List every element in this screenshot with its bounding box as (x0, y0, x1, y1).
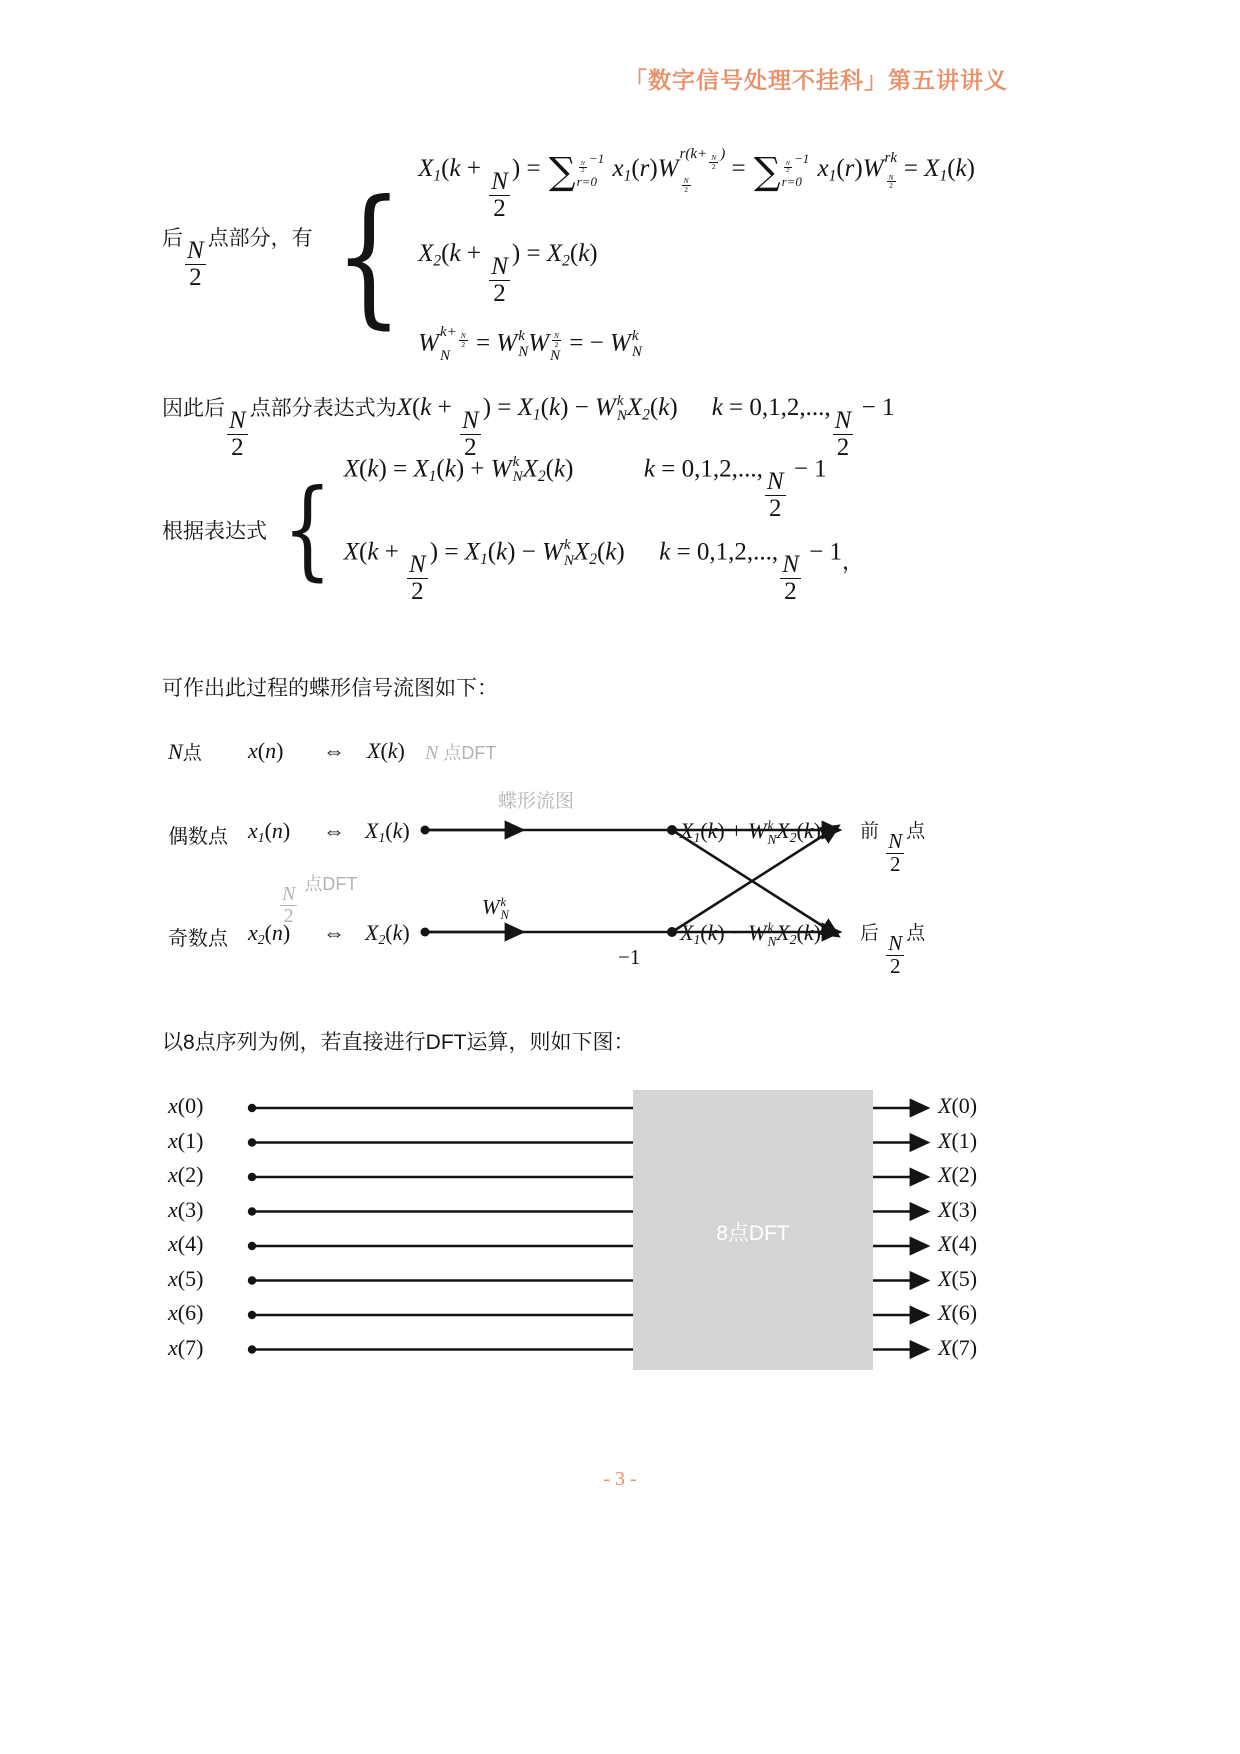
dft-output-label: X(1) (938, 1127, 978, 1153)
butterfly-twiddle-label: W k N (482, 894, 509, 923)
result-equation: X(k + $\frac{N}{2}$ ) = $X_1(k) - W$ k N $X_2(k)$ (396, 392, 678, 461)
butterfly-half-dft-note: $\frac{N}{2}$ 点DFT (282, 874, 358, 928)
butterfly-output-odd: $X_1(k) - W$ k N $X_2(k)$ (680, 920, 821, 949)
butterfly-graph-title: 蝶形流图 (498, 791, 575, 812)
left-brace-icon-2: { (282, 466, 333, 592)
butterfly-row-odd-arrow-icon: ⇔ (323, 920, 345, 945)
butterfly-output-even: $X_1(k) + W$ k N $X_2(k)$ (680, 818, 821, 847)
butterfly-row-n-time: x(n) (248, 738, 284, 763)
dft-output-label: X(5) (938, 1265, 978, 1291)
page-header-title: 「数字信号处理不挂科」第五讲讲义 (624, 68, 1008, 93)
dft-input-label: x(1) (168, 1127, 204, 1153)
dft-io-labels (160, 1090, 1110, 1380)
back-half-block (162, 146, 975, 364)
butterfly-output-even-side: 前 $\frac{N}{2}$ 点 (860, 821, 926, 876)
butterfly-row-even-points: 偶数点 (168, 826, 228, 848)
dft-output-label: X(2) (938, 1162, 978, 1187)
butterfly-intro-text: 可作出此过程的蝶形信号流图如下： (162, 677, 498, 700)
expression-equation-list (343, 453, 842, 606)
butterfly-row-n-freq: X(k) (367, 738, 405, 763)
dft-input-label: x(2) (168, 1162, 204, 1187)
butterfly-row-n-points: N点 (168, 739, 202, 764)
dft-block-diagram (160, 1090, 1110, 1360)
butterfly-row-even-arrow-icon: ⇔ (323, 818, 345, 843)
result-expression-line (162, 392, 894, 461)
page-number: - 3 - (603, 1468, 637, 1490)
back-half-lead-suffix: 点部分，有 (207, 226, 313, 250)
dft-output-label: X(6) (938, 1300, 978, 1325)
dft-input-label: x(6) (168, 1300, 204, 1325)
expression-label: 根据表达式 (162, 520, 267, 543)
butterfly-row-odd-time: $x_2(n)$ (248, 920, 291, 947)
expression-trailing-comma: ， (841, 549, 864, 574)
back-half-lead (162, 222, 313, 291)
dft-intro-text: 以8点序列为例，若直接进行DFT运算，则如下图： (162, 1031, 635, 1054)
butterfly-signal-flow-svg (160, 730, 1080, 970)
dft-input-label: x(5) (168, 1265, 204, 1291)
dft-input-label: x(0) (168, 1093, 204, 1118)
butterfly-diagram (160, 730, 1080, 978)
back-half-equation-list (418, 146, 975, 364)
butterfly-row-odd-freq: $X_2(k)$ (365, 920, 410, 947)
equation-line-3: W k+ $\frac{N}{2}$ N = W k N W $\frac{N}{2}$ N = − W k N (418, 324, 642, 364)
butterfly-row-n-arrow-icon: ⇔ (323, 738, 345, 763)
butterfly-row-odd-points: 奇数点 (168, 928, 228, 950)
equation-line-1: $X_1(k$ + $\frac{N}{2}$ ) = ∑ $\frac{N}{2}$ −1 r=0 $x_1(r)W$ r(k+ $\frac{N}{2}$ ) $\frac{N}{2}$ = ∑ $\frac{N}{2}$ −1 r=0 $x_1(r)W$ rk $\frac{N}{2}$ = $X_1(k)$ (418, 146, 975, 223)
butterfly-row-even-freq: $X_1(k)$ (365, 818, 410, 845)
dft-output-label: X(0) (938, 1093, 978, 1118)
expression-line-1: $X(k) = X_1(k) + W$ k N $X_2(k) k = 0,1,2$,..., $\frac{N}{2}$ − 1 (343, 453, 827, 522)
dft-input-label: x(4) (168, 1231, 204, 1256)
dft-output-label: X(4) (938, 1231, 978, 1256)
expression-line-2: X(k + $\frac{N}{2}$ ) = $X_1(k) - W$ k N $X_2(k) k = 0,1,2$,..., $\frac{N}{2}$ − 1 (343, 537, 842, 606)
result-fraction: $\frac{N}{2}$ (229, 407, 246, 461)
dft-input-label: x(3) (168, 1196, 204, 1222)
equation-line-2: $X_2(k$ + $\frac{N}{2}$ ) = $X_2(k)$ (418, 240, 598, 308)
butterfly-minus-one-label: −1 (618, 945, 641, 969)
dft-input-label: x(7) (168, 1334, 204, 1360)
expression-block (162, 453, 864, 606)
butterfly-output-odd-side: 后 $\frac{N}{2}$ 点 (860, 923, 926, 978)
butterfly-row-even-time: $x_1(n)$ (248, 818, 291, 845)
result-prefix: 因此后 (162, 397, 225, 420)
result-middle: 点部分表达式为 (249, 397, 397, 420)
butterfly-row-n-note: N 点DFT (425, 742, 497, 764)
dft-output-label: X(7) (938, 1334, 978, 1360)
left-brace-icon: { (334, 168, 403, 343)
back-half-lead-prefix: 后 (162, 226, 183, 250)
dft-output-label: X(3) (938, 1196, 978, 1222)
dft-block-label: 8点DFT (716, 1222, 790, 1245)
result-range: k = 0,1,2,..., $\frac{N}{2}$ − 1 (711, 394, 895, 461)
back-half-lead-fraction: $\frac{N}{2}$ (187, 236, 204, 291)
